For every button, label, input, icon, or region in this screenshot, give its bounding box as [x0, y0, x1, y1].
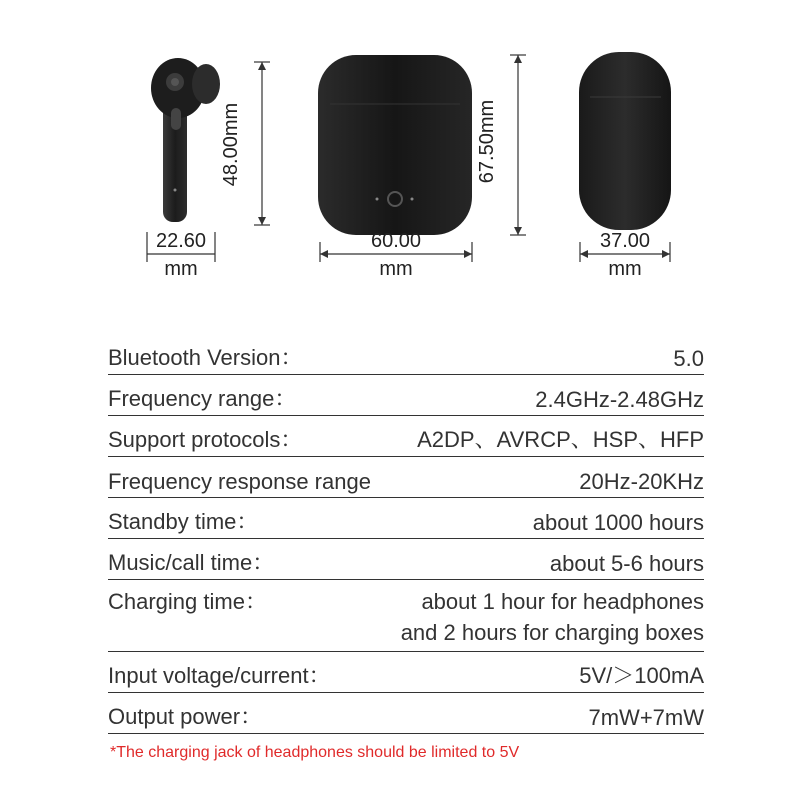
case-depth-unit: mm: [608, 258, 642, 280]
spec-key: Output power：: [108, 704, 263, 729]
spec-row-music: [108, 539, 704, 580]
spec-row-charging: [108, 580, 704, 652]
spec-row-output: [108, 693, 704, 734]
earbud-width-unit: mm: [164, 258, 198, 280]
spec-value-line: and 2 hours for charging boxes: [400, 620, 704, 645]
earbud-height-label: 48.00mm: [220, 102, 243, 187]
spec-row-response: [108, 457, 704, 498]
charging-note: *The charging jack of headphones should be limited to 5V: [110, 744, 520, 761]
spec-value: A2DP、AVRCP、HSP、HFP: [417, 427, 704, 452]
spec-row-input: [108, 652, 704, 693]
case-width-label: 60.00: [370, 230, 422, 252]
earbud-image: [151, 58, 220, 222]
spec-value: 5V/＞100mA: [579, 663, 704, 688]
spec-key: Bluetooth Version：: [108, 345, 303, 370]
case-front-image: [318, 55, 472, 235]
spec-value: 2.4GHz-2.48GHz: [535, 387, 704, 412]
case-depth-label: 37.00: [599, 230, 651, 252]
spec-table: [108, 340, 704, 734]
spec-value: [401, 586, 704, 648]
spec-row-standby: [108, 498, 704, 539]
spec-value: about 1000 hours: [532, 510, 704, 535]
spec-key: Charging time：: [108, 589, 267, 614]
spec-key: Support protocols：: [108, 427, 303, 452]
spec-value: 20Hz-20KHz: [579, 469, 704, 494]
spec-key: Frequency response range: [108, 469, 371, 494]
spec-row-bluetooth: [108, 340, 704, 375]
case-height-label: 67.50mm: [476, 99, 499, 184]
case-side-image: [579, 52, 671, 230]
spec-row-protocols: [108, 416, 704, 457]
spec-value: about 5-6 hours: [549, 551, 704, 576]
spec-key: Frequency range：: [108, 386, 297, 411]
spec-key: Standby time：: [108, 509, 259, 534]
earbud-width-label: 22.60: [155, 230, 207, 252]
spec-row-frequency: [108, 375, 704, 416]
spec-value-line: about 1 hour for headphones: [421, 589, 704, 614]
spec-key: Input voltage/current：: [108, 663, 331, 688]
case-width-unit: mm: [379, 258, 413, 280]
spec-value: 7mW+7mW: [588, 705, 704, 730]
spec-key: Music/call time：: [108, 550, 275, 575]
spec-value: 5.0: [673, 346, 704, 371]
